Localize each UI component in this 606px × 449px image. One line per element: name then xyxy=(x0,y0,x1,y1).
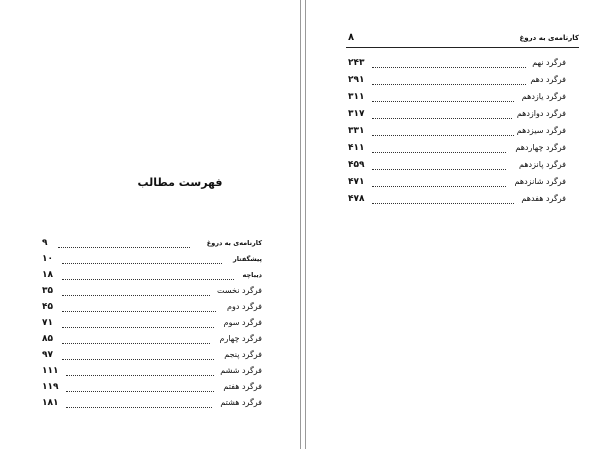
toc-entry-title: فرگرد چهاردهم xyxy=(515,143,566,152)
dot-leader xyxy=(62,327,214,328)
dot-leader xyxy=(62,263,222,264)
dot-leader xyxy=(372,152,506,153)
toc-entry xyxy=(348,177,566,191)
toc-entry-page: ۲۴۳ xyxy=(348,58,365,68)
right-page xyxy=(306,0,606,449)
toc-entry-title: فرگرد چهارم xyxy=(219,334,262,343)
toc-heading: فهرست مطالب xyxy=(137,176,223,189)
toc-entry-page: ۴۵۹ xyxy=(348,160,365,170)
header-rule xyxy=(346,47,579,48)
toc-entry xyxy=(348,194,566,208)
toc-entry-title: پیشگفتار xyxy=(232,255,262,263)
toc-entry-page: ۱۸۱ xyxy=(42,398,59,408)
dot-leader xyxy=(372,135,514,136)
page-edge-line xyxy=(300,0,301,449)
toc-entry xyxy=(42,254,262,268)
toc-entry-title: فرگرد سوم xyxy=(223,318,262,327)
toc-entry-title: فرگرد شانزدهم xyxy=(514,177,566,186)
dot-leader xyxy=(66,375,214,376)
toc-entry xyxy=(348,92,566,106)
toc-entry xyxy=(348,58,566,72)
toc-entry-title: کارنامه‌ی به دروغ xyxy=(206,239,262,247)
toc-entry-title: فرگرد ششم xyxy=(220,366,262,375)
dot-leader xyxy=(62,359,214,360)
toc-entry-page: ۴۷۱ xyxy=(348,177,365,187)
dot-leader xyxy=(62,295,210,296)
dot-leader xyxy=(62,279,234,280)
toc-entry-title: فرگرد نخست xyxy=(217,286,262,295)
toc-entry-title: فرگرد پنجم xyxy=(224,350,262,359)
toc-entry xyxy=(42,318,262,332)
toc-entry xyxy=(348,160,566,174)
toc-entry xyxy=(42,334,262,348)
dot-leader xyxy=(372,67,526,68)
dot-leader xyxy=(58,247,190,248)
toc-entry-title: فرگرد هشتم xyxy=(220,398,262,407)
toc-entry-title: فرگرد دوازدهم xyxy=(516,109,566,118)
toc-entry xyxy=(348,109,566,123)
toc-entry-title: فرگرد نهم xyxy=(532,58,566,67)
dot-leader xyxy=(66,407,212,408)
toc-entry xyxy=(42,350,262,364)
toc-entry xyxy=(42,382,262,396)
toc-entry-title: دیباچه xyxy=(242,271,262,279)
toc-entry-page: ۱۱۹ xyxy=(42,382,59,392)
toc-entry-page: ۳۳۱ xyxy=(348,126,365,136)
toc-entry-page: ۱۸ xyxy=(42,270,53,280)
toc-entry-title: فرگرد دهم xyxy=(530,75,566,84)
dot-leader xyxy=(372,169,506,170)
toc-entry-page: ۴۷۸ xyxy=(348,194,365,204)
dot-leader xyxy=(372,101,514,102)
toc-entry-page: ۹۷ xyxy=(42,350,53,360)
dot-leader xyxy=(372,203,514,204)
toc-entry-page: ۸۵ xyxy=(42,334,53,344)
toc-entry-page: ۱۰ xyxy=(42,254,53,264)
toc-entry-page: ۲۹۱ xyxy=(348,75,365,85)
toc-entry-page: ۹ xyxy=(42,238,48,248)
toc-entry-page: ۳۵ xyxy=(42,286,53,296)
toc-entry-title: فرگرد هفدهم xyxy=(521,194,566,203)
left-page xyxy=(0,0,300,449)
toc-entry-page: ۳۱۷ xyxy=(348,109,365,119)
toc-entry xyxy=(348,126,566,140)
toc-entry-page: ۷۱ xyxy=(42,318,53,328)
dot-leader xyxy=(372,186,506,187)
running-header-title: کارنامه‌ی به دروغ xyxy=(519,34,579,42)
toc-entry-page: ۴۵ xyxy=(42,302,53,312)
toc-entry xyxy=(42,286,262,300)
dot-leader xyxy=(62,311,216,312)
dot-leader xyxy=(372,118,512,119)
toc-entry-title: فرگرد هفتم xyxy=(223,382,262,391)
toc-entry xyxy=(42,366,262,380)
toc-entry xyxy=(42,302,262,316)
toc-entry xyxy=(42,398,262,412)
running-header xyxy=(346,32,579,48)
toc-entry-title: فرگرد سیزدهم xyxy=(516,126,566,135)
toc-entry-title: فرگرد پانزدهم xyxy=(519,160,566,169)
toc-entry-title: فرگرد دوم xyxy=(227,302,262,311)
toc-entry-page: ۴۱۱ xyxy=(348,143,365,153)
dot-leader xyxy=(62,343,210,344)
dot-leader xyxy=(372,84,526,85)
toc-entry-page: ۱۱۱ xyxy=(42,366,59,376)
toc-entry xyxy=(42,270,262,284)
page-number: ۸ xyxy=(348,32,355,43)
toc-entry xyxy=(348,143,566,157)
toc-entry-page: ۳۱۱ xyxy=(348,92,365,102)
toc-entry-title: فرگرد یازدهم xyxy=(521,92,566,101)
toc-entry xyxy=(42,238,262,252)
dot-leader xyxy=(66,391,214,392)
toc-entry xyxy=(348,75,566,89)
